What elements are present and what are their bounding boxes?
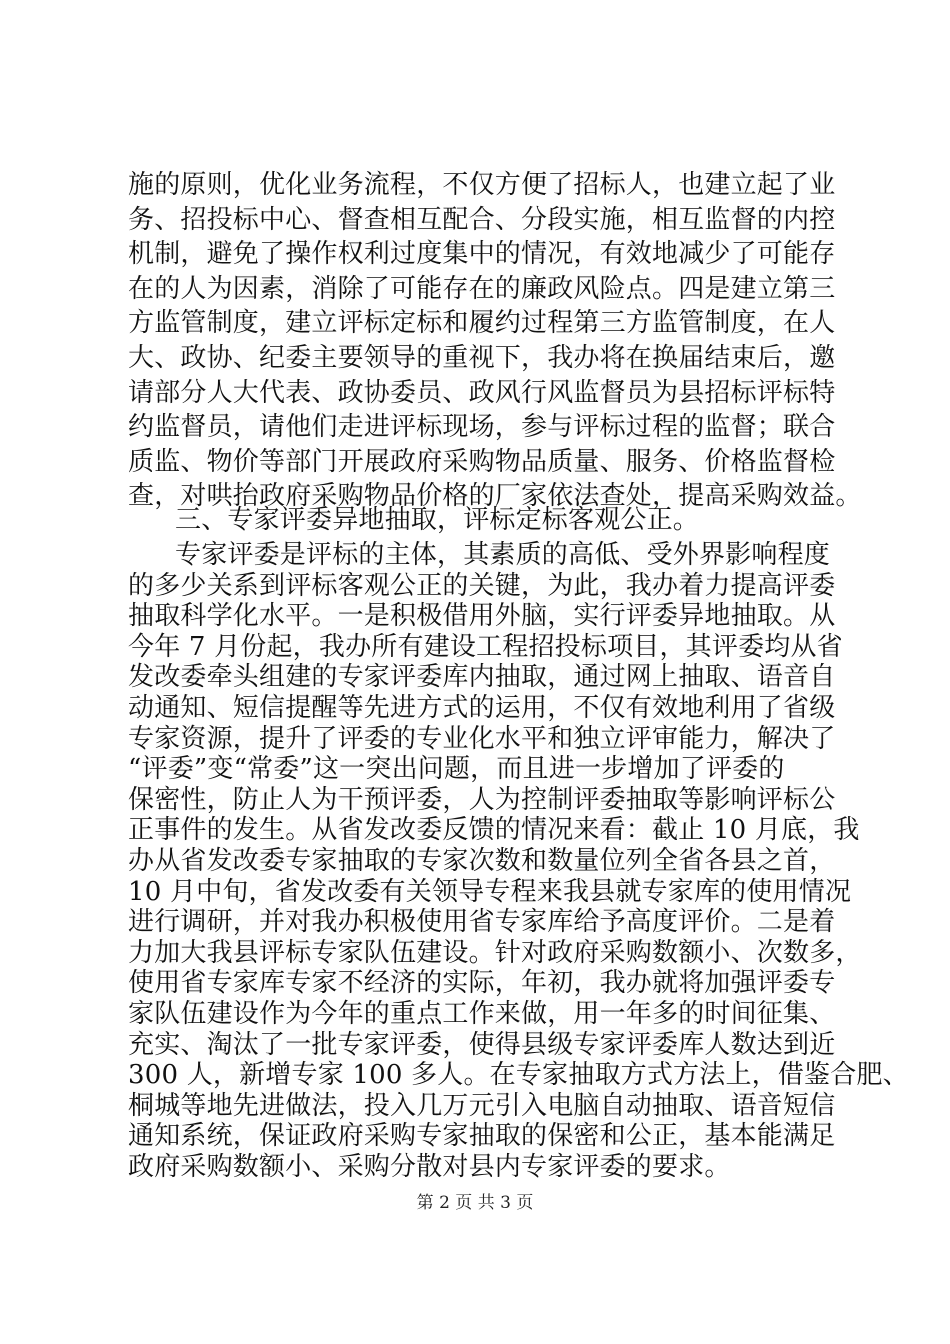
paragraph-1-line: 方监管制度，建立评标定标和履约过程第三方监管制度，在人 — [128, 308, 836, 339]
paragraph-2-line: 家队伍建设作为今年的重点工作来做，用一年多的时间征集、 — [128, 999, 836, 1029]
paragraph-2-line: 充实、淘汰了一批专家评委，使得县级专家评委库人数达到近 — [128, 1029, 836, 1060]
paragraph-2-line: “评委”变“常委”这一突出问题，而且进一步增加了评委的 — [128, 754, 785, 785]
paragraph-2-line: 力加大我县评标专家队伍建设。针对政府采购数额小、次数多， — [128, 937, 862, 968]
page-number-footer: 第 2 页 共 3 页 — [416, 1193, 534, 1213]
paragraph-2-line: 保密性，防止人为干预评委，人为控制评委抽取等影响评标公 — [128, 784, 836, 815]
paragraph-2-line: 今年 7 月份起，我办所有建设工程招投标项目，其评委均从省 — [128, 631, 843, 662]
paragraph-2-line: 300 人，新增专家 100 多人。在专家抽取方式方法上，借鉴合肥、 — [128, 1060, 909, 1091]
paragraph-1-line: 在的人为因素，消除了可能存在的廉政风险点。四是建立第三 — [128, 273, 836, 304]
paragraph-2-line: 进行调研，并对我办积极使用省专家库给予高度评价。二是着 — [128, 907, 836, 938]
paragraph-2-line: 的多少关系到评标客观公正的关键，为此，我办着力提高评委 — [128, 570, 836, 601]
paragraph-2-line: 10 月中旬，省发改委有关领导专程来我县就专家库的使用情况 — [128, 876, 852, 907]
paragraph-2-line: 抽取科学化水平。一是积极借用外脑，实行评委异地抽取。从 — [128, 601, 836, 632]
paragraph-1-line: 质监、物价等部门开展政府采购物品质量、服务、价格监督检 — [128, 446, 836, 477]
paragraph-2-line: 专家评委是评标的主体，其素质的高低、受外界影响程度 — [175, 540, 831, 570]
paragraph-1-line: 查，对哄抬政府采购物品价格的厂家依法查处，提高采购效益。 — [128, 481, 862, 512]
paragraph-1-line: 务、招投标中心、督查相互配合、分段实施，相互监督的内控 — [128, 204, 836, 235]
paragraph-2-line: 办从省发改委专家抽取的专家次数和数量位列全省各县之首， — [128, 846, 836, 876]
paragraph-2-line: 桐城等地先进做法，投入几万元引入电脑自动抽取、语音短信 — [128, 1090, 836, 1121]
paragraph-1-line: 施的原则，优化业务流程，不仅方便了招标人，也建立起了业 — [128, 170, 836, 200]
paragraph-1-line: 请部分人大代表、政协委员、政风行风监督员为县招标评标特 — [128, 377, 836, 408]
paragraph-2-line: 动通知、短信提醒等先进方式的运用，不仅有效地利用了省级 — [128, 693, 836, 723]
paragraph-2-line: 通知系统，保证政府采购专家抽取的保密和公正，基本能满足 — [128, 1121, 836, 1152]
paragraph-1-line: 约监督员，请他们走进评标现场，参与评标过程的监督；联合 — [128, 412, 836, 443]
paragraph-2-line: 专家资源，提升了评委的专业化水平和独立评审能力，解决了 — [128, 723, 836, 754]
section-heading: 三、专家评委异地抽取，评标定标客观公正。 — [175, 505, 700, 535]
paragraph-1-line: 大、政协、纪委主要领导的重视下，我办将在换届结束后，邀 — [128, 343, 836, 373]
paragraph-1-line: 机制，避免了操作权利过度集中的情况，有效地减少了可能存 — [128, 239, 836, 270]
paragraph-2-line: 使用省专家库专家不经济的实际，年初，我办就将加强评委专 — [128, 968, 836, 999]
paragraph-2-line: 正事件的发生。从省发改委反馈的情况来看：截止 10 月底，我 — [128, 815, 860, 846]
paragraph-2-line: 政府采购数额小、采购分散对县内专家评委的要求。 — [128, 1152, 731, 1182]
paragraph-2-line: 发改委牵头组建的专家评委库内抽取，通过网上抽取、语音自 — [128, 662, 836, 693]
